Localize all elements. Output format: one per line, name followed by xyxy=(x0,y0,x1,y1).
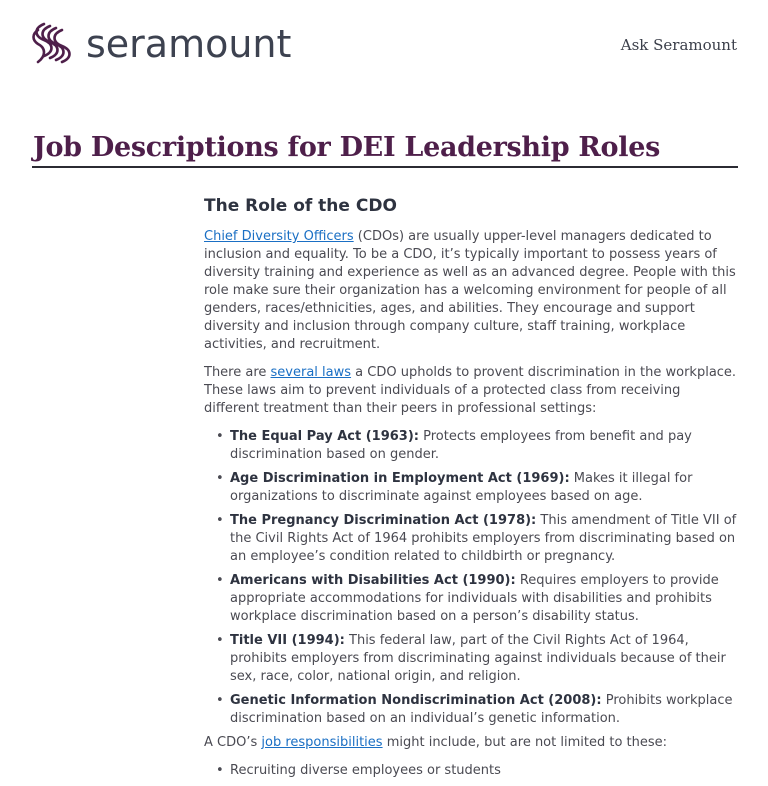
seramount-logo[interactable] xyxy=(30,20,291,68)
logo-wordmark: seramount xyxy=(86,22,292,66)
laws-list xyxy=(204,428,739,728)
law-description: Requires employers to provide appropriate accommodations for individuals with disabilities and prohibits workplace discrimination based on a person’s disability status. xyxy=(230,573,719,624)
ask-seramount-link[interactable]: Ask Seramount xyxy=(620,36,737,54)
responsibilities-list xyxy=(204,762,739,780)
laws-text-after: a CDO upholds to provent discrimination in the workplace. These laws aim to prevent individuals of a protected class from receiving different treatment than their peers in professional settings: xyxy=(204,365,737,416)
law-item xyxy=(230,572,739,626)
law-item xyxy=(230,428,739,464)
responsibility-item: • Recruiting diverse employees or students xyxy=(230,762,739,780)
law-name: The Equal Pay Act (1963): xyxy=(230,429,419,444)
law-name: The Pregnancy Discrimination Act (1978): xyxy=(230,513,537,528)
seramount-logo-icon xyxy=(30,20,76,68)
law-item xyxy=(230,692,739,728)
chief-diversity-officers-link[interactable]: Chief Diversity Officers xyxy=(204,229,354,244)
laws-text-before: There are xyxy=(204,365,271,380)
laws-paragraph xyxy=(204,364,739,418)
law-item xyxy=(230,512,739,566)
law-description: Prohibits workplace discrimination based on an individual’s genetic information. xyxy=(230,693,733,726)
responsibilities-paragraph xyxy=(204,734,739,752)
law-name: Age Discrimination in Employment Act (1969): xyxy=(230,471,570,486)
intro-paragraph xyxy=(204,228,739,354)
intro-text: (CDOs) are usually upper-level managers dedicated to inclusion and equality. To be a CDO, it’s typically important to possess years of diversity training and experience as well as an advanced degree. People with this role make sure their organization has a welcoming environment for people of all genders, races/ethnicities, ages, and abilities. They encourage and support diversity and inclusion through company culture, staff training, workplace activities, and recruitment. xyxy=(204,229,736,352)
law-name: Title VII (1994): xyxy=(230,633,345,648)
resp-text-before: A CDO’s xyxy=(204,735,262,750)
title-divider xyxy=(32,166,738,168)
law-name: Genetic Information Nondiscrimination Act (2008): xyxy=(230,693,602,708)
section-heading: The Role of the CDO xyxy=(204,196,397,216)
article-content xyxy=(204,194,739,786)
law-item xyxy=(230,470,739,506)
law-item xyxy=(230,632,739,686)
resp-text-after: might include, but are not limited to these: xyxy=(382,735,668,750)
job-responsibilities-link[interactable]: job responsibilities xyxy=(261,735,383,750)
law-name: Americans with Disabilities Act (1990): xyxy=(230,573,516,588)
law-description: This amendment of Title VII of the Civil Rights Act of 1964 prohibits employers from discriminating based on an employee’s condition related to childbirth or pregnancy. xyxy=(230,513,737,564)
law-description: Makes it illegal for organizations to discriminate against employees based on age. xyxy=(230,471,693,504)
law-description: This federal law, part of the Civil Rights Act of 1964, prohibits employers from discriminating against individuals because of their sex, race, color, national origin, and religion. xyxy=(230,633,726,684)
several-laws-link[interactable]: several laws xyxy=(270,365,352,380)
law-description: Protects employees from benefit and pay discrimination based on gender. xyxy=(230,429,692,462)
page-title: Job Descriptions for DEI Leadership Roles xyxy=(33,132,660,163)
site-header xyxy=(0,0,768,95)
